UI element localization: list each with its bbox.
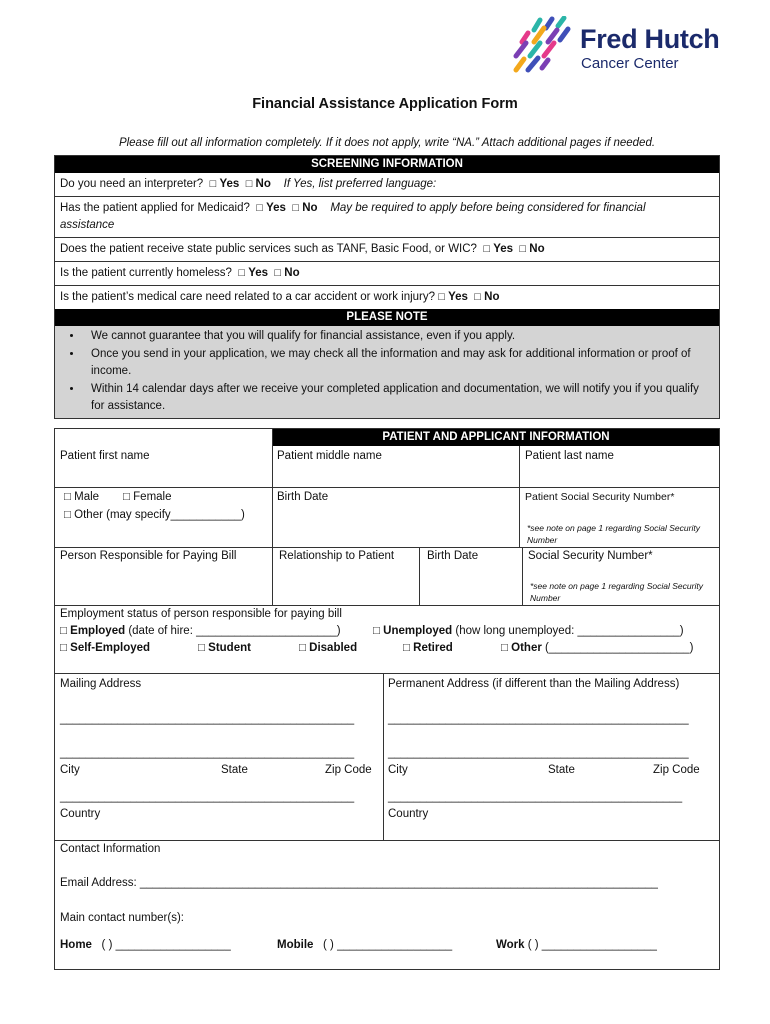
retired-checkbox[interactable]: □ bbox=[403, 642, 410, 654]
permanent-zip-label: Zip Code bbox=[653, 764, 700, 776]
female-label: Female bbox=[133, 491, 172, 503]
interpreter-yes-label: Yes bbox=[219, 178, 240, 190]
responsible-person-field[interactable]: Person Responsible for Paying Bill bbox=[60, 550, 237, 562]
employed-checkbox[interactable]: □ bbox=[60, 625, 67, 637]
permanent-city-label: City bbox=[388, 764, 408, 776]
male-label: Male bbox=[74, 491, 100, 503]
patient-birth-date-field[interactable]: Birth Date bbox=[277, 491, 329, 503]
permanent-address-label: Permanent Address (if different than the Mailing Address) bbox=[388, 678, 680, 690]
gender-other-option[interactable] bbox=[64, 507, 245, 524]
main-contact-label: Main contact number(s): bbox=[60, 912, 184, 924]
male-checkbox[interactable]: □ bbox=[64, 491, 71, 503]
interpreter-question: Do you need an interpreter? bbox=[60, 178, 204, 190]
ssn-footnote: *see note on page 1 regarding Social Security Number bbox=[527, 523, 700, 545]
accident-no-label: No bbox=[484, 291, 500, 303]
responsible-birth-date-field[interactable]: Birth Date bbox=[427, 550, 479, 562]
unemployed-checkbox[interactable]: □ bbox=[373, 625, 380, 637]
patient-header bbox=[273, 429, 719, 446]
work-number[interactable]: ( ) __________________ bbox=[527, 939, 657, 951]
permanent-line-1[interactable]: _______________________________________________ bbox=[388, 713, 689, 725]
fred-hutch-logo-icon bbox=[510, 16, 572, 74]
work-phone-field[interactable] bbox=[496, 937, 657, 954]
medicaid-note: May be required to apply before being considered for financial bbox=[330, 202, 646, 214]
permanent-state-label: State bbox=[548, 764, 575, 776]
other-employment-label: Other bbox=[511, 642, 542, 654]
unemployed-duration-field[interactable]: (how long unemployed: ________________) bbox=[455, 625, 684, 637]
home-phone-field[interactable] bbox=[60, 937, 231, 954]
employed-label: Employed bbox=[70, 625, 126, 637]
contact-info-label: Contact Information bbox=[60, 843, 161, 855]
note-item: • Once you send in your application, we may check all the information and may ask for additional information or proof of income. bbox=[83, 346, 711, 381]
mobile-label: Mobile bbox=[277, 939, 314, 951]
medicaid-no-checkbox[interactable]: □ bbox=[292, 202, 299, 214]
relationship-field[interactable]: Relationship to Patient bbox=[279, 550, 395, 562]
unemployed-option[interactable] bbox=[373, 623, 684, 640]
please-note-box bbox=[55, 326, 719, 418]
medicaid-note-cont: assistance bbox=[60, 219, 115, 231]
medicaid-yes-checkbox[interactable]: □ bbox=[256, 202, 263, 214]
instructions: Please fill out all information completely. If it does not apply, write “NA.” Attach additional pages if needed. bbox=[118, 137, 656, 149]
homeless-yes-label: Yes bbox=[248, 267, 269, 279]
patient-last-name-field[interactable]: Patient last name bbox=[525, 450, 614, 462]
student-checkbox[interactable]: □ bbox=[198, 642, 205, 654]
disabled-checkbox[interactable]: □ bbox=[299, 642, 306, 654]
responsible-ssn-field[interactable]: Social Security Number* bbox=[528, 550, 653, 562]
medicaid-no-label: No bbox=[302, 202, 318, 214]
patient-middle-name-field[interactable]: Patient middle name bbox=[277, 450, 382, 462]
accident-yes-checkbox[interactable]: □ bbox=[438, 291, 445, 303]
homeless-yes-checkbox[interactable]: □ bbox=[238, 267, 245, 279]
gender-male-option[interactable] bbox=[64, 489, 99, 506]
patient-table bbox=[54, 428, 720, 970]
gender-female-option[interactable] bbox=[123, 489, 172, 506]
unemployed-label: Unemployed bbox=[383, 625, 453, 637]
accident-row bbox=[55, 285, 719, 309]
medicaid-yes-label: Yes bbox=[266, 202, 286, 214]
permanent-country-label: Country bbox=[388, 808, 429, 820]
screening-header: SCREENING INFORMATION bbox=[55, 156, 719, 173]
public-services-no-label: No bbox=[529, 243, 545, 255]
medicaid-row bbox=[55, 196, 719, 237]
mailing-address-label: Mailing Address bbox=[60, 678, 142, 690]
public-services-yes-checkbox[interactable]: □ bbox=[483, 243, 490, 255]
email-field[interactable]: Email Address: _________________________________________________________________________________ bbox=[60, 877, 658, 889]
permanent-line-2[interactable]: _______________________________________________ bbox=[388, 747, 689, 759]
mobile-phone-field[interactable] bbox=[277, 937, 452, 954]
interpreter-note: If Yes, list preferred language: bbox=[283, 178, 437, 190]
self-employed-label: Self-Employed bbox=[70, 642, 151, 654]
screening-table bbox=[54, 155, 720, 419]
accident-question: Is the patient’s medical care need related to a car accident or work injury? bbox=[60, 291, 436, 303]
disabled-label: Disabled bbox=[309, 642, 358, 654]
ssn-footnote-2: *see note on page 1 regarding Social Security Number bbox=[530, 581, 703, 603]
self-employed-option[interactable] bbox=[60, 640, 150, 657]
mailing-line-3[interactable]: ______________________________________________ bbox=[60, 791, 355, 803]
other-checkbox[interactable]: □ bbox=[64, 509, 71, 521]
medicaid-question: Has the patient applied for Medicaid? bbox=[60, 202, 250, 214]
page-title: Financial Assistance Application Form bbox=[252, 96, 518, 112]
public-services-row bbox=[55, 237, 719, 261]
patient-header-text: PATIENT AND APPLICANT INFORMATION bbox=[382, 431, 610, 443]
mobile-number[interactable]: ( ) __________________ bbox=[323, 939, 453, 951]
student-option[interactable] bbox=[198, 640, 251, 657]
homeless-no-checkbox[interactable]: □ bbox=[274, 267, 282, 279]
self-employed-checkbox[interactable]: □ bbox=[60, 642, 67, 654]
mailing-country-label: Country bbox=[60, 808, 101, 820]
permanent-line-3[interactable]: ______________________________________________ bbox=[388, 791, 683, 803]
student-label: Student bbox=[208, 642, 251, 654]
logo-subtitle: Cancer Center bbox=[581, 55, 679, 72]
retired-label: Retired bbox=[413, 642, 453, 654]
other-label: Other (may specify___________) bbox=[74, 509, 245, 521]
female-checkbox[interactable]: □ bbox=[123, 491, 130, 503]
public-services-question: Does the patient receive state public services such as TANF, Basic Food, or WIC? bbox=[60, 243, 477, 255]
note-item: • Within 14 calendar days after we receive your completed application and documentation, we will notify you if you qualify for assistance. bbox=[83, 381, 711, 416]
other-employment-option[interactable] bbox=[501, 640, 693, 657]
homeless-no-label: No bbox=[284, 267, 300, 279]
public-services-no-checkbox[interactable]: □ bbox=[519, 243, 527, 255]
accident-yes-label: Yes bbox=[448, 291, 468, 303]
mailing-state-label: State bbox=[221, 764, 248, 776]
employed-date-field[interactable]: (date of hire: ______________________) bbox=[128, 625, 341, 637]
interpreter-no-checkbox[interactable]: □ bbox=[245, 178, 253, 190]
public-services-yes-label: Yes bbox=[493, 243, 514, 255]
mailing-line-1[interactable]: ______________________________________________ bbox=[60, 713, 355, 725]
other-employment-checkbox[interactable]: □ bbox=[501, 642, 508, 654]
patient-ssn-field[interactable]: Patient Social Security Number* bbox=[525, 491, 675, 503]
logo-name: Fred Hutch bbox=[580, 24, 720, 54]
disabled-option[interactable] bbox=[299, 640, 357, 657]
homeless-question: Is the patient currently homeless? bbox=[60, 267, 232, 279]
retired-option[interactable] bbox=[403, 640, 453, 657]
home-number[interactable]: ( ) __________________ bbox=[101, 939, 231, 951]
mailing-zip-label: Zip Code bbox=[325, 764, 372, 776]
employed-option[interactable] bbox=[60, 623, 341, 640]
please-note-header: PLEASE NOTE bbox=[55, 309, 719, 326]
mailing-line-2[interactable]: ______________________________________________ bbox=[60, 747, 355, 759]
other-employment-field[interactable]: (______________________) bbox=[545, 642, 694, 654]
work-label: Work bbox=[496, 939, 525, 951]
accident-no-checkbox[interactable]: □ bbox=[474, 291, 481, 303]
note-item: • We cannot guarantee that you will qualify for financial assistance, even if you apply. bbox=[83, 328, 711, 346]
interpreter-yes-checkbox[interactable]: □ bbox=[209, 178, 217, 190]
homeless-row bbox=[55, 261, 719, 285]
mailing-city-label: City bbox=[60, 764, 80, 776]
employment-label: Employment status of person responsible for paying bill bbox=[60, 608, 342, 620]
interpreter-no-label: No bbox=[255, 178, 271, 190]
home-label: Home bbox=[60, 939, 92, 951]
interpreter-row bbox=[55, 173, 719, 196]
patient-first-name-field[interactable]: Patient first name bbox=[60, 450, 150, 462]
